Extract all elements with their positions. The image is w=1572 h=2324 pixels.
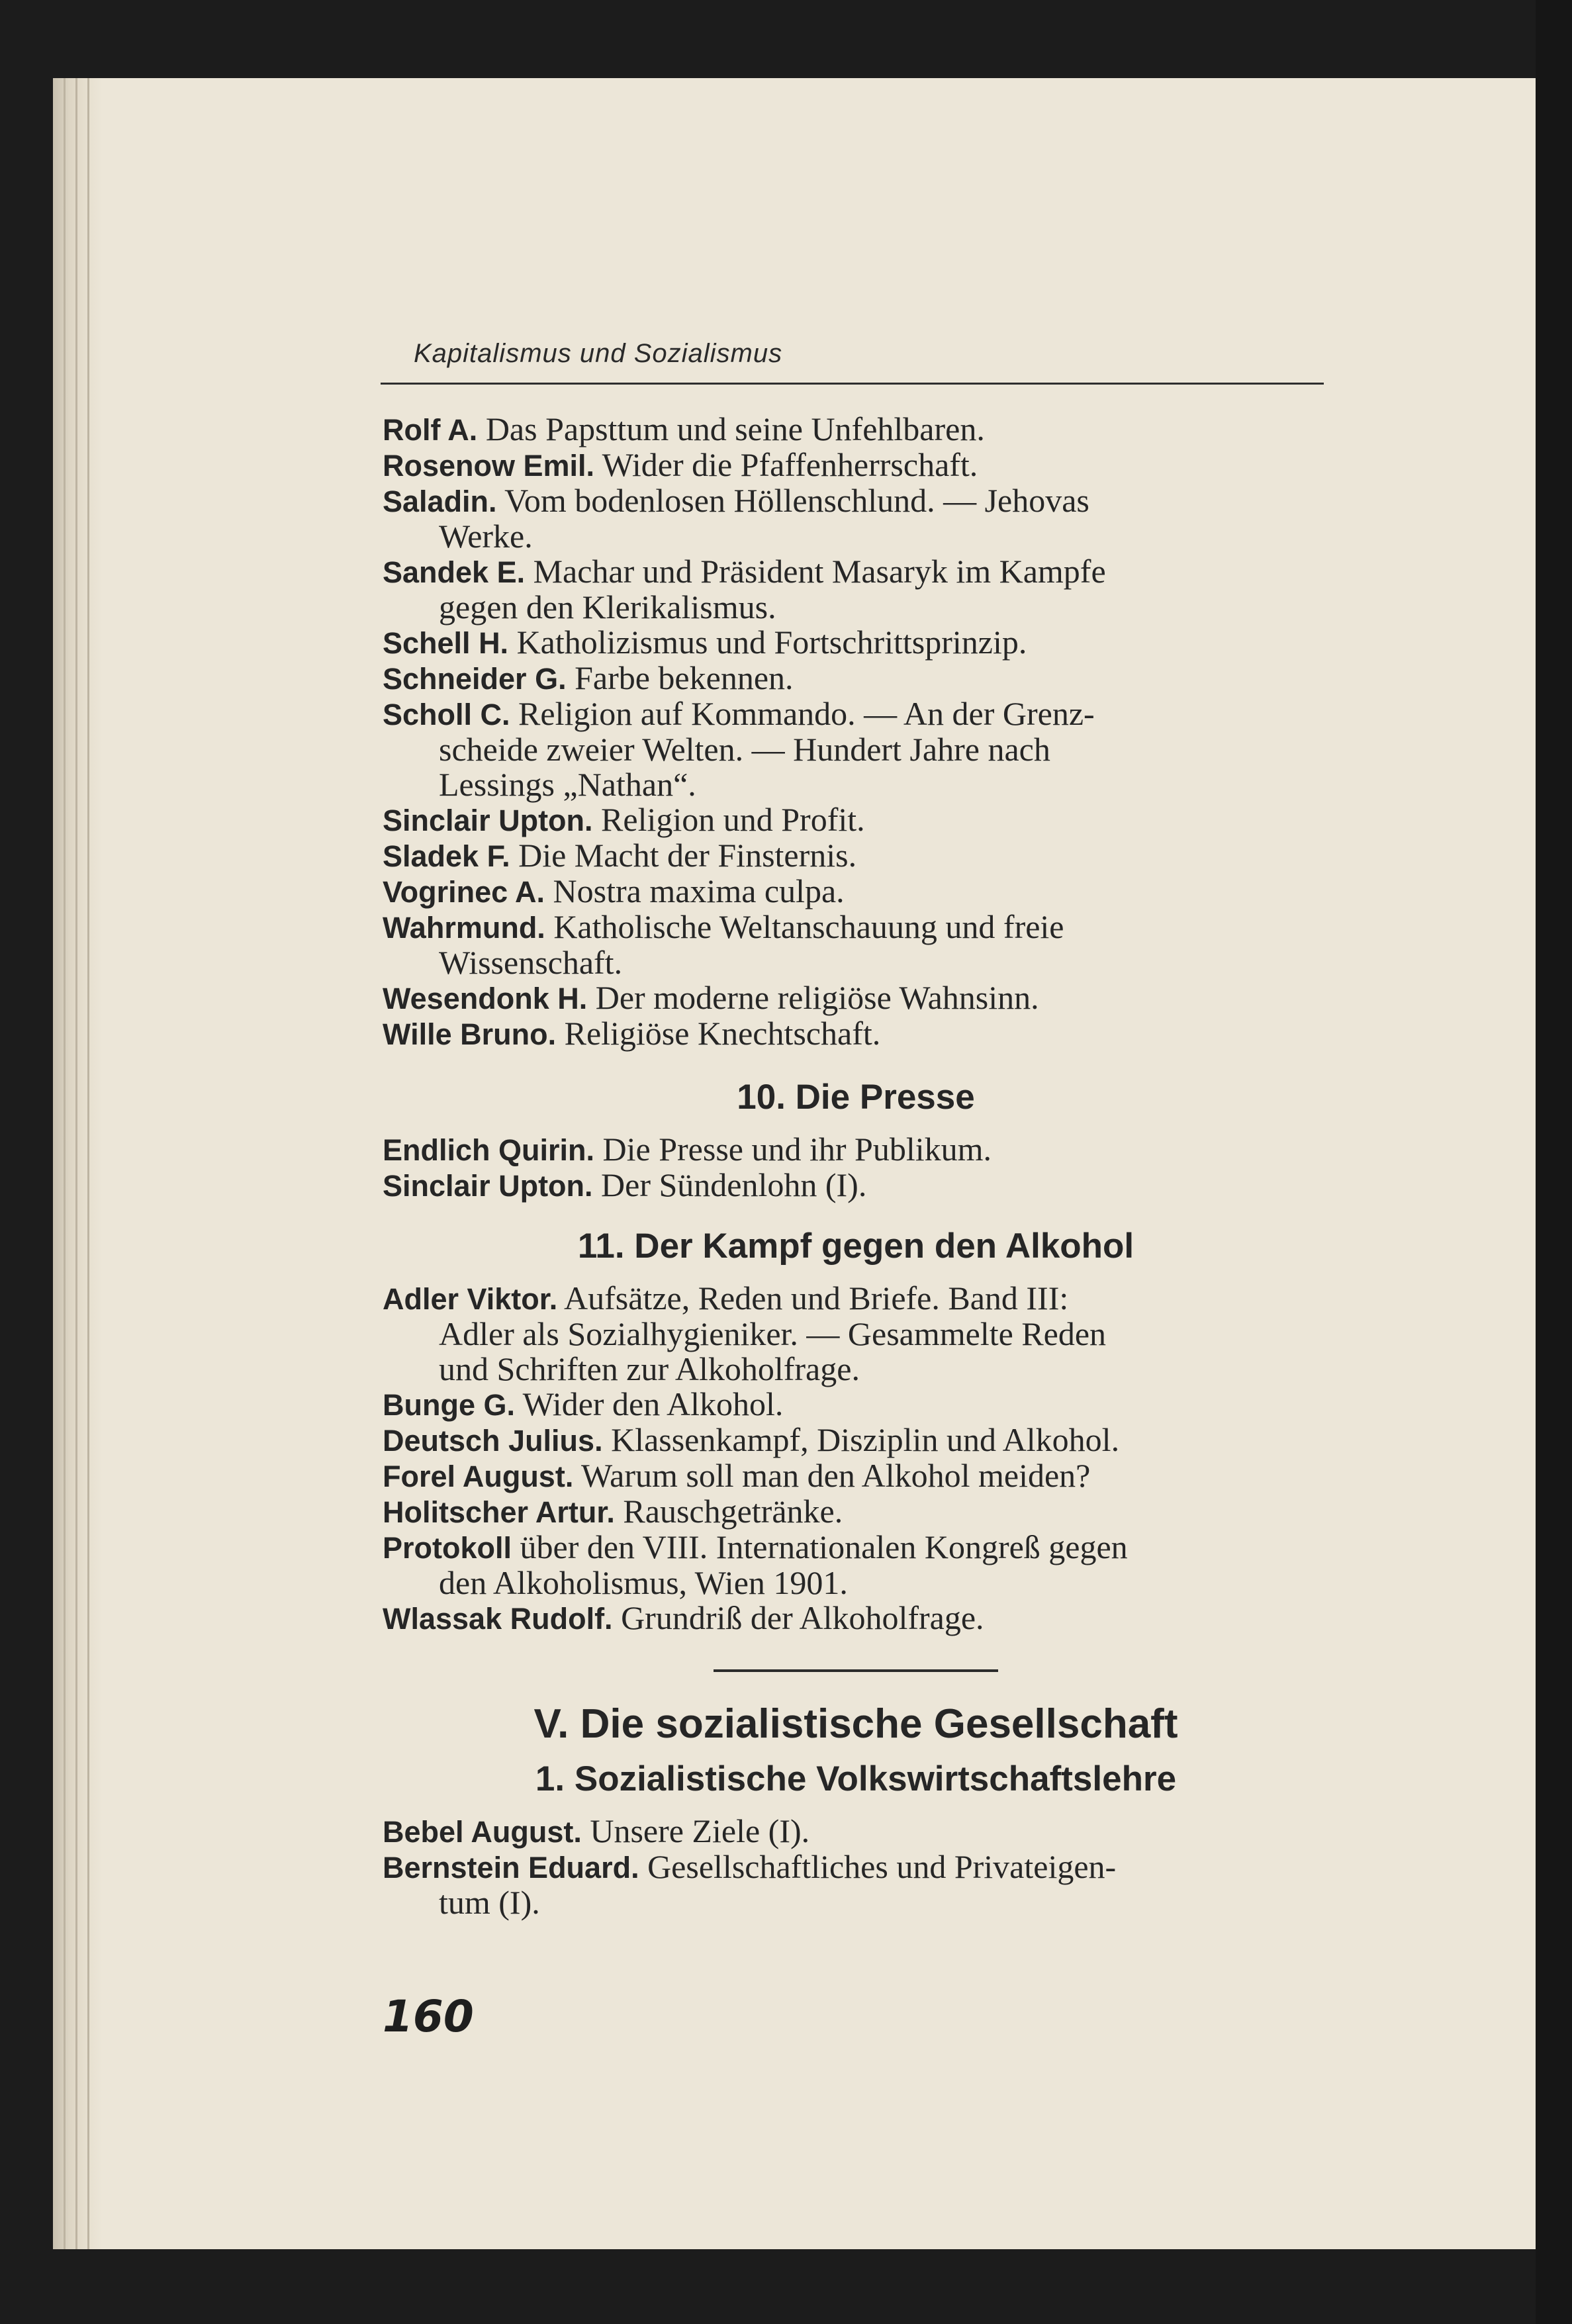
entry-title: über den VIII. Internationalen Kongreß gegen bbox=[520, 1528, 1128, 1565]
subsection-heading: 1. Sozialistische Volkswirtschaftslehre bbox=[535, 1759, 1177, 1798]
entry-author: Saladin. bbox=[383, 485, 497, 518]
entry-title: Rauschgetränke. bbox=[623, 1493, 843, 1530]
bibliography-list-volkswirtschaft bbox=[383, 1814, 1329, 1920]
page-edge-line bbox=[87, 78, 89, 2249]
entry-title: Wider die Pfaffenherrschaft. bbox=[602, 446, 978, 483]
entry-title: Unsere Ziele (I). bbox=[590, 1812, 810, 1849]
entry-title: Farbe bekennen. bbox=[575, 659, 794, 696]
entry-title: Nostra maxima culpa. bbox=[553, 872, 845, 909]
page-edge-line bbox=[64, 78, 66, 2249]
bibliography-list-alkohol bbox=[383, 1281, 1329, 1636]
page-stack-edge bbox=[53, 78, 103, 2249]
bibliography-entry bbox=[383, 1530, 1329, 1565]
entry-author: Protokoll bbox=[383, 1531, 512, 1565]
section-divider bbox=[714, 1669, 998, 1672]
entry-continuation: Lessings „Nathan“. bbox=[439, 766, 696, 803]
scan-background bbox=[1536, 0, 1572, 2324]
entry-title: Wider den Alkohol. bbox=[522, 1385, 784, 1422]
bibliography-entry bbox=[383, 1387, 1329, 1422]
entry-title: Religion auf Kommando. — An der Grenz- bbox=[518, 695, 1095, 732]
entry-title: Gesellschaftliches und Privateigen- bbox=[647, 1848, 1117, 1885]
entry-author: Bernstein Eduard. bbox=[383, 1851, 639, 1884]
entry-continuation: den Alkoholismus, Wien 1901. bbox=[439, 1564, 848, 1601]
entry-continuation: gegen den Klerikalismus. bbox=[439, 588, 776, 626]
bibliography-entry bbox=[383, 661, 1329, 696]
entry-author: Rolf A. bbox=[383, 413, 478, 447]
entry-author: Schell H. bbox=[383, 626, 509, 660]
entry-title: Warum soll man den Alkohol meiden? bbox=[580, 1457, 1091, 1494]
page-edge-line bbox=[75, 78, 77, 2249]
page-body bbox=[383, 412, 1329, 1920]
entry-continuation: Adler als Sozialhygieniker. — Gesammelte Reden bbox=[439, 1315, 1107, 1352]
entry-continuation: Wissenschaft. bbox=[439, 944, 623, 981]
bibliography-entry bbox=[383, 1601, 1329, 1636]
running-head: Kapitalismus und Sozialismus bbox=[414, 339, 783, 368]
entry-author: Rosenow Emil. bbox=[383, 449, 595, 483]
bibliography-entry bbox=[383, 1281, 1329, 1317]
entry-title: Vom bodenlosen Höllenschlund. — Jehovas bbox=[504, 482, 1089, 519]
bibliography-entry bbox=[383, 802, 1329, 838]
bibliography-entry bbox=[383, 412, 1329, 447]
entry-title: Religiöse Knechtschaft. bbox=[564, 1015, 881, 1052]
bibliography-entry bbox=[383, 1849, 1329, 1885]
bibliography-entry bbox=[383, 874, 1329, 909]
bibliography-entry bbox=[383, 1814, 1329, 1849]
entry-author: Forel August. bbox=[383, 1460, 574, 1493]
entry-author: Wille Bruno. bbox=[383, 1017, 557, 1051]
entry-author: Sinclair Upton. bbox=[383, 1169, 593, 1203]
entry-author: Sandek E. bbox=[383, 555, 526, 589]
entry-author: Holitscher Artur. bbox=[383, 1495, 615, 1529]
entry-author: Adler Viktor. bbox=[383, 1282, 558, 1316]
entry-title: Der Sündenlohn (I). bbox=[601, 1166, 867, 1203]
bibliography-entry bbox=[383, 625, 1329, 661]
bibliography-entry bbox=[383, 696, 1329, 732]
entry-continuation: tum (I). bbox=[439, 1884, 540, 1921]
bibliography-entry bbox=[383, 1016, 1329, 1052]
entry-title: Grundriß der Alkoholfrage. bbox=[621, 1599, 984, 1636]
entry-author: Bunge G. bbox=[383, 1388, 515, 1422]
bibliography-entry bbox=[383, 447, 1329, 483]
entry-title: Religion und Profit. bbox=[601, 801, 865, 838]
header-rule bbox=[381, 383, 1324, 385]
bibliography-entry bbox=[383, 483, 1329, 519]
bibliography-entry bbox=[383, 838, 1329, 874]
entry-author: Bebel August. bbox=[383, 1815, 582, 1849]
page-number: 160 bbox=[383, 1991, 474, 2042]
entry-title: Die Macht der Finsternis. bbox=[518, 837, 857, 874]
bibliography-list-presse bbox=[383, 1132, 1329, 1203]
entry-author: Schneider G. bbox=[383, 662, 567, 696]
bibliography-entry bbox=[383, 980, 1329, 1016]
bibliography-entry bbox=[383, 1494, 1329, 1530]
entry-author: Wesendonk H. bbox=[383, 982, 588, 1015]
bibliography-entry bbox=[383, 1168, 1329, 1203]
entry-continuation: und Schriften zur Alkoholfrage. bbox=[439, 1350, 860, 1387]
entry-author: Scholl C. bbox=[383, 698, 510, 731]
entry-continuation: Werke. bbox=[439, 518, 533, 555]
entry-author: Vogrinec A. bbox=[383, 875, 545, 909]
entry-author: Endlich Quirin. bbox=[383, 1133, 595, 1167]
entry-title: Der moderne religiöse Wahnsinn. bbox=[595, 979, 1039, 1016]
entry-author: Sladek F. bbox=[383, 839, 510, 873]
part-heading: V. Die sozialistische Gesellschaft bbox=[533, 1701, 1178, 1747]
bibliography-entry bbox=[383, 554, 1329, 590]
entry-author: Wahrmund. bbox=[383, 911, 545, 945]
entry-title: Die Presse und ihr Publikum. bbox=[602, 1131, 992, 1168]
entry-title: Aufsätze, Reden und Briefe. Band III: bbox=[564, 1279, 1069, 1317]
entry-title: Katholizismus und Fortschrittsprinzip. bbox=[516, 624, 1027, 661]
entry-title: Machar und Präsident Masaryk im Kampfe bbox=[533, 553, 1106, 590]
entry-author: Wlassak Rudolf. bbox=[383, 1602, 613, 1636]
entry-continuation: scheide zweier Welten. — Hundert Jahre nach bbox=[439, 731, 1050, 768]
entry-author: Sinclair Upton. bbox=[383, 804, 593, 837]
entry-author: Deutsch Julius. bbox=[383, 1424, 603, 1458]
entry-title: Klassenkampf, Disziplin und Alkohol. bbox=[611, 1421, 1120, 1458]
entry-title: Katholische Weltanschauung und freie bbox=[553, 908, 1064, 945]
bibliography-list bbox=[383, 412, 1329, 1052]
bibliography-entry bbox=[383, 1422, 1329, 1458]
section-heading-alkohol: 11. Der Kampf gegen den Alkohol bbox=[577, 1227, 1134, 1266]
bibliography-entry bbox=[383, 1458, 1329, 1494]
entry-title: Das Papsttum und seine Unfehlbaren. bbox=[485, 410, 985, 447]
bibliography-entry bbox=[383, 1132, 1329, 1168]
section-heading-presse: 10. Die Presse bbox=[737, 1078, 975, 1117]
bibliography-entry bbox=[383, 909, 1329, 945]
